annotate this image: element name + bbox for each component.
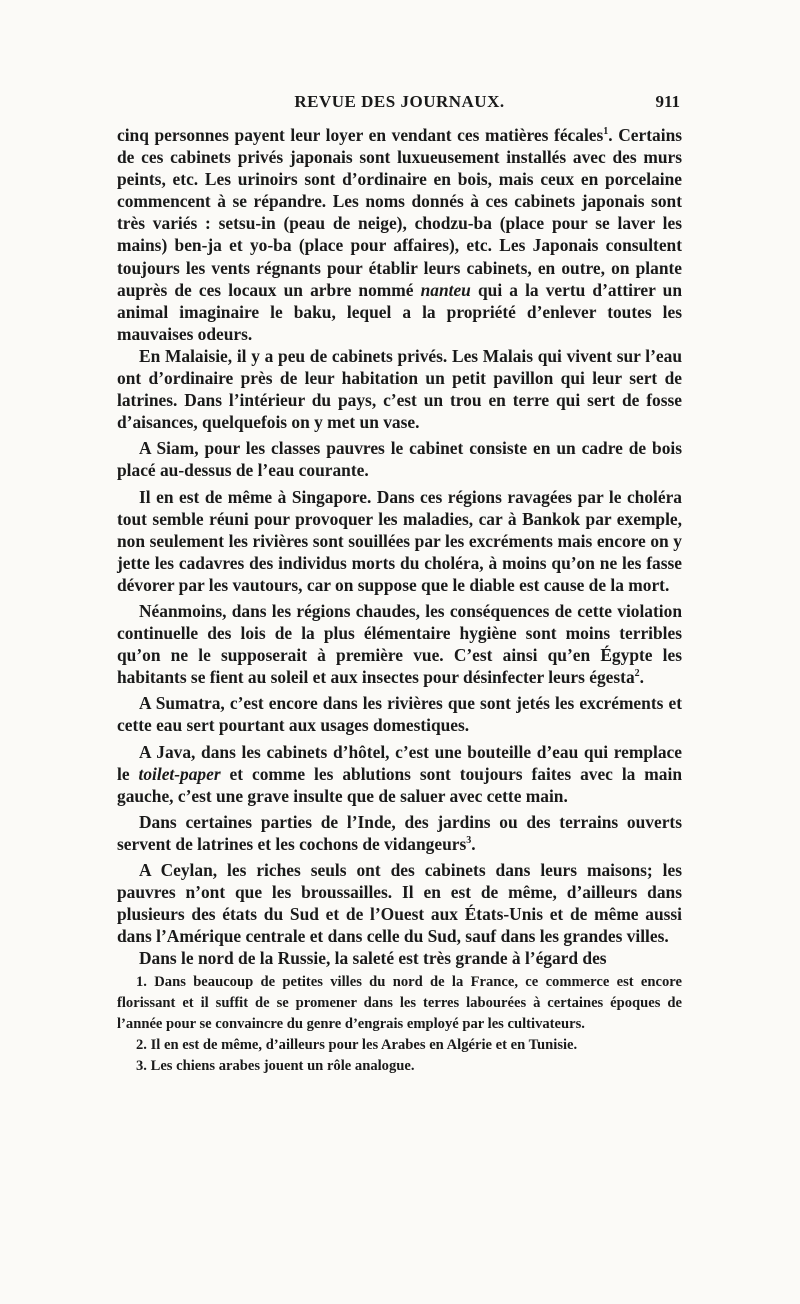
footnote: 1. Dans beaucoup de petites villes du nord de la France, ce commerce est encore florissant et il suffit de se promener dans les terres labourées à certaines époques de l’année pour se convaincre du genre d’engrais employé par les cultivateurs. [117,974,682,1032]
footnote: 2. Il en est de même, d’ailleurs pour les Arabes en Algérie et en Tunisie. [136,1037,578,1053]
paragraph: A Sumatra, c’est encore dans les rivières que sont jetés les excréments et cette eau sert pourtant aux usages domestiques. [117,693,682,736]
paragraph: En Malaisie, il y a peu de cabinets privés. Les Malais qui vivent sur l’eau ont d’ordinaire près de leur habitation un petit pavillon qui leur sert de latrines. Dans l’intérieur du pays, c’est un trou en terre qui sert de fosse d’aisances, quelquefois on y met un vase. [117,345,682,433]
running-header [117,92,682,116]
paragraph: Il en est de même à Singapore. Dans ces régions ravagées par le choléra tout semble réuni pour provoquer les maladies, car à Bankok par exemple, non seulement les rivières sont souillées par les excréments mais encore on y jette les cadavres des individus morts du choléra, à moins qu’on ne les fasse dévorer par les vautours, car on suppose que le diable est cause de la mort. [117,486,682,595]
paragraph: A Ceylan, les riches seuls ont des cabinets dans leurs maisons; les pauvres n’ont que les broussailles. Il en est de même, d’ailleurs dans plusieurs des états du Sud et de l’Ouest aux États-Unis et de même aussi dans l’Amérique centrale et dans celle du Sud, sauf dans les grandes villes. [117,860,682,947]
paragraph: Dans le nord de la Russie, la saleté est très grande à l’égard des [139,948,607,969]
paragraph: A Java, dans les cabinets d’hôtel, c’est une bouteille d’eau qui remplace le toilet-paper et comme les ablutions sont toujours faites avec la main gauche, c’est une grave insulte que de saluer avec cette main. [117,741,682,806]
paragraph: cinq personnes payent leur loyer en vendant ces matières fécales$^1$. Certains de ces cabinets privés japonais sont luxueusement installés avec des murs peints, etc. Les urinoirs sont d’ordinaire en bois, mais ceux en porcelaine commencent à se répandre. Les noms donnés à ces cabinets japonais sont très variés : setsu-in (peau de neige), chodzu-ba (place pour se laver les mains) ben-ja et yo-ba (place pour affaires), etc. Les Japonais consultent toujours les vents régnants pour établir leurs cabinets, en outre, on plante auprès de ces locaux un arbre nommé nanteu qui a la vertu d’attirer un animal imaginaire le baku, lequel a la propriété d’enlever toutes les mauvaises odeurs. [117,125,683,344]
footnote-marker: 1 [603,126,609,138]
paragraph: Dans certaines parties de l’Inde, des jardins ou des terrains ouverts servent de latrines et les cochons de vidangeurs$^3$. [117,811,682,854]
running-title: REVUE DES JOURNAUX. [294,92,505,111]
paragraph: Néanmoins, dans les régions chaudes, les conséquences de cette violation continuelle des lois de la plus élémentaire hygiène sont moins terribles qu’on ne le supposerait à première vue. C’est ainsi qu’en Égypte les habitants se fient au soleil et aux insectes pour désinfecter leurs égesta$^2$. [117,600,682,688]
italic-term: nanteu [420,279,471,300]
footnote: 3. Les chiens arabes jouent un rôle analogue. [136,1058,415,1074]
italic-term: toilet-paper [138,763,221,784]
footnote-marker: 3 [466,835,472,847]
footnotes [117,972,682,1077]
paragraph: A Siam, pour les classes pauvres le cabinet consiste en un cadre de bois placé au-dessus de l’eau courante. [117,438,682,481]
body-text [117,124,682,969]
footnote-marker: 2 [634,668,640,680]
page-number: 911 [655,92,680,111]
